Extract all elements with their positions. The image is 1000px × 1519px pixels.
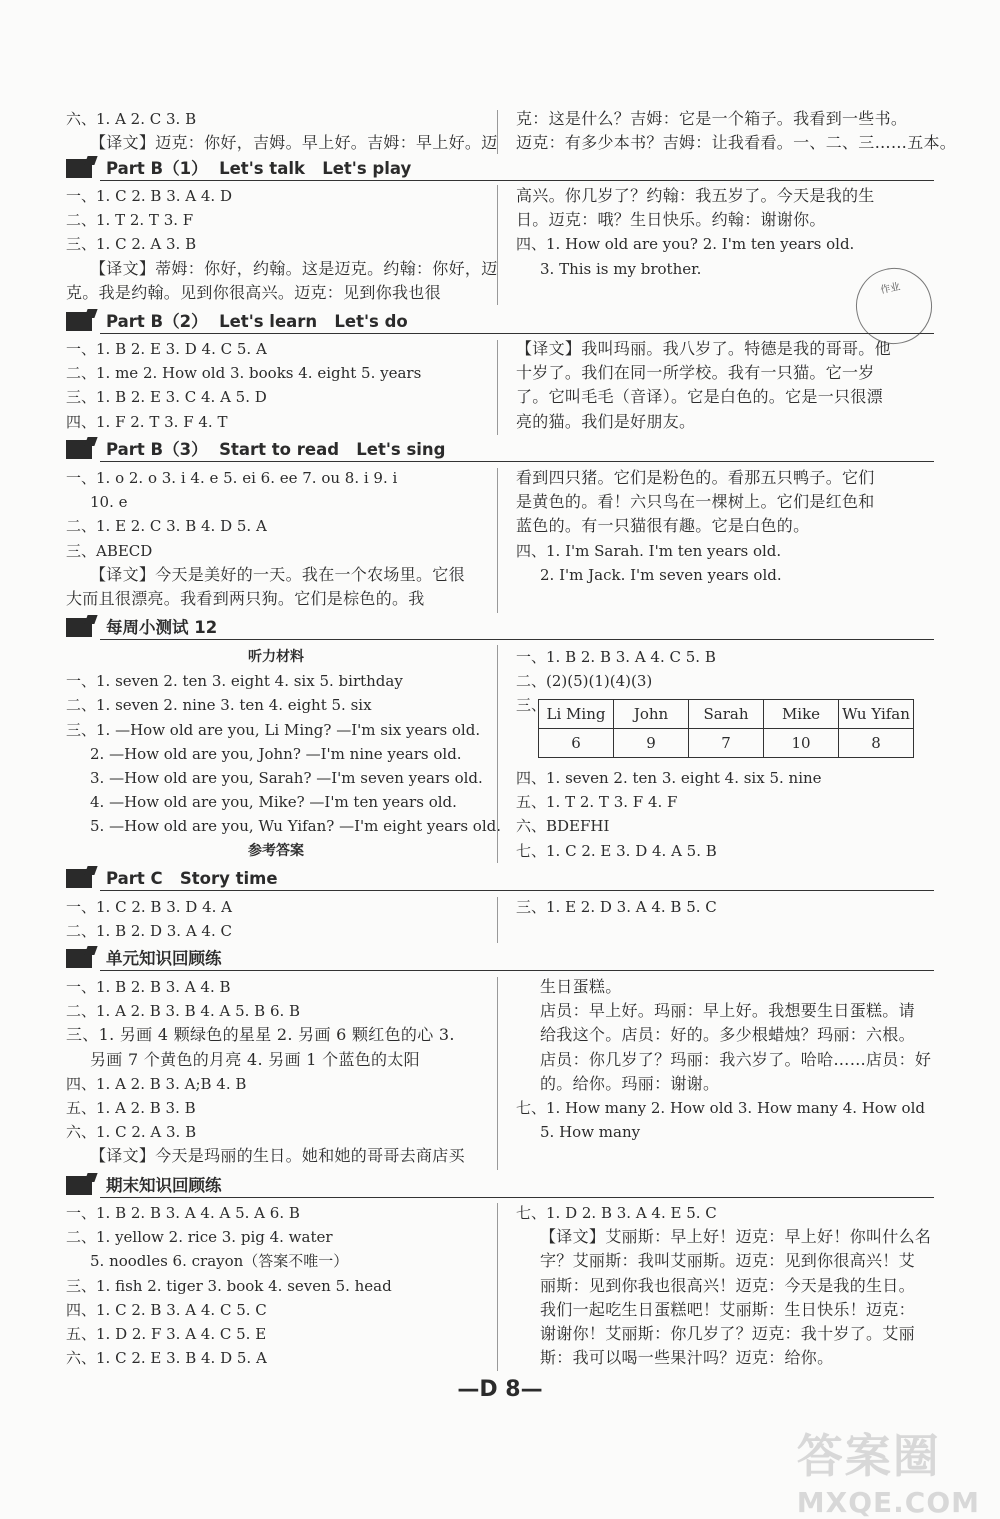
translation-line: 蓝色的。有一只猫很有趣。它是白色的。: [516, 516, 810, 536]
answer-line: 六、1. C 2. E 3. B 4. D 5. A: [66, 1349, 267, 1368]
s0-right: [516, 107, 957, 155]
answer-line: 2. I'm Jack. I'm seven years old.: [540, 565, 782, 584]
s1-left: [66, 184, 498, 305]
section-header-part-b-2: [66, 310, 934, 334]
section-title: Part B（1） Let's talk Let's play: [106, 159, 412, 178]
answer-line: 5. noodles 6. crayon（答案不唯一）: [90, 1252, 349, 1271]
section-title: Part C Story time: [106, 869, 278, 888]
section-title: 单元知识回顾练: [106, 949, 222, 968]
answer-line: 三、1. fish 2. tiger 3. book 4. seven 5. head: [66, 1276, 392, 1295]
answer-line: 三、1. 另画 4 颗绿色的星星 2. 另画 6 颗红色的心 3.: [66, 1025, 455, 1045]
answer-line: 一、1. B 2. E 3. D 4. C 5. A: [66, 340, 267, 358]
column-divider: [497, 468, 498, 613]
section-header-final-review: [66, 1174, 934, 1198]
table-cell: Mike: [764, 700, 839, 729]
answer-line: 六、BDEFHI: [516, 817, 610, 836]
answer-line: 二、1. A 2. B 3. B 4. A 5. B 6. B: [66, 1002, 301, 1021]
translation-line: 谢谢你！艾丽斯：你几岁了？迈克：我十岁了。艾丽: [540, 1324, 915, 1344]
answer-line: 一、1. C 2. B 3. A 4. D: [66, 187, 232, 205]
answer-line: 七、1. D 2. B 3. A 4. E 5. C: [516, 1204, 717, 1222]
translation-line: 店员：你几岁了？玛丽：我六岁了。哈哈……店员：好: [540, 1049, 932, 1069]
translation-line: 【译文】迈克：你好，吉姆。早上好。吉姆：早上好。迈: [90, 133, 498, 153]
translation-line: 克：这是什么？吉姆：它是一个箱子。我看到一些书。: [516, 109, 908, 128]
table-cell: 10: [764, 729, 839, 758]
answer-line: 七、1. C 2. E 3. D 4. A 5. B: [516, 841, 717, 860]
answer-line: 六、1. C 2. A 3. B: [66, 1123, 197, 1142]
translation-line: 看到四只猪。它们是粉色的。看那五只鸭子。它们: [516, 468, 875, 487]
homework-stamp: 作业: [849, 261, 939, 351]
s5-left: [66, 895, 486, 943]
translation-line: 亮的猫。我们是好朋友。: [516, 411, 696, 431]
answer-line: 四、1. A 2. B 3. A;B 4. B: [66, 1074, 247, 1093]
column-divider: [497, 977, 498, 1170]
section-header-weekly-test: [66, 616, 934, 640]
answer-line: 三、1. E 2. D 3. A 4. B 5. C: [516, 898, 717, 916]
watermark: [797, 1420, 980, 1519]
section-title: Part B（2） Let's learn Let's do: [106, 312, 408, 331]
section-marker-icon: [66, 1176, 92, 1195]
answer-line: 四、1. seven 2. ten 3. eight 4. six 5. nine: [516, 769, 822, 787]
s6-right: [516, 975, 940, 1144]
answer-line: 三、: [516, 696, 547, 715]
table-cell: 6: [539, 729, 614, 758]
answer-line: 一、1. seven 2. ten 3. eight 4. six 5. birthday: [66, 672, 403, 691]
section-marker-icon: [66, 440, 92, 459]
section-header-part-c: [66, 867, 934, 891]
answer-line: 10. e: [90, 493, 128, 512]
answer-line: 二、1. me 2. How old 3. books 4. eight 5. years: [66, 364, 422, 383]
section-marker-icon: [66, 159, 92, 178]
translation-line: 【译文】艾丽斯：早上好！迈克：早上好！你叫什么名: [540, 1227, 932, 1247]
translation-line: 我们一起吃生日蛋糕吧！艾丽斯：生日快乐！迈克：: [540, 1299, 915, 1319]
answer-line: 2. —How old are you, John? —I'm nine years old.: [90, 744, 462, 763]
answer-line: 三、1. C 2. A 3. B: [66, 235, 197, 254]
answer-line: 四、1. I'm Sarah. I'm ten years old.: [516, 541, 782, 560]
table-cell: Sarah: [689, 700, 764, 729]
table-cell: John: [614, 700, 689, 729]
translation-line: 【译文】蒂姆：你好，约翰。这是迈克。约翰：你好，迈: [90, 258, 498, 278]
column-divider: [497, 1203, 498, 1371]
answer-line: 3. —How old are you, Sarah? —I'm seven years old.: [90, 769, 483, 788]
answer-line: 五、1. A 2. B 3. B: [66, 1099, 196, 1118]
answer-line: 3. This is my brother.: [540, 259, 702, 278]
section-marker-icon: [66, 949, 92, 968]
translation-line: 是黄色的。看！六只鸟在一棵树上。它们是红色和: [516, 492, 875, 512]
answer-line: 二、1. yellow 2. rice 3. pig 4. water: [66, 1228, 333, 1247]
s0-left: [66, 107, 498, 155]
answer-line: 5. How many: [540, 1123, 641, 1142]
answer-line: 二、(2)(5)(1)(4)(3): [516, 672, 653, 691]
s7-right: [516, 1201, 940, 1370]
answer-line: 一、1. B 2. B 3. A 4. C 5. B: [516, 648, 716, 666]
table-cell: Wu Yifan: [839, 700, 914, 729]
answer-line: 一、1. B 2. B 3. A 4. B: [66, 978, 231, 996]
table-row: [539, 700, 914, 729]
s2-right: [516, 337, 940, 434]
column-divider: [497, 897, 498, 943]
s7-left: [66, 1201, 486, 1370]
table-cell: Li Ming: [539, 700, 614, 729]
answer-line: 六、1. A 2. C 3. B: [66, 110, 197, 128]
s3-left: [66, 466, 486, 611]
answer-line: 四、1. How old are you? 2. I'm ten years old.: [516, 235, 855, 254]
table-cell: 9: [614, 729, 689, 758]
table-cell: 7: [689, 729, 764, 758]
watermark-url: MXQE.COM: [796, 1486, 980, 1519]
section-header-part-b-1: [66, 157, 934, 181]
translation-line: 十岁了。我们在同一所学校。我有一只猫。它一岁: [516, 363, 875, 383]
section-marker-icon: [66, 869, 92, 888]
column-divider: [497, 110, 498, 154]
table-row: [539, 729, 914, 758]
answer-line: 三、ABECD: [66, 541, 153, 560]
section-marker-icon: [66, 618, 92, 637]
answer-line: 二、1. seven 2. nine 3. ten 4. eight 5. six: [66, 696, 372, 715]
s1-right: [516, 184, 940, 281]
answer-line: 一、1. C 2. B 3. D 4. A: [66, 898, 232, 916]
answer-line: 三、1. —How old are you, Li Ming? —I'm six years old.: [66, 720, 481, 739]
translation-line: 【译文】我叫玛丽。我八岁了。特德是我的哥哥。他: [516, 339, 891, 358]
watermark-logo: 答案圈: [796, 1429, 941, 1483]
section-title: 每周小测试 12: [106, 618, 218, 637]
answer-line: 二、1. E 2. C 3. B 4. D 5. A: [66, 517, 267, 536]
s6-left: [66, 975, 486, 1169]
section-header-unit-review: [66, 947, 934, 971]
s3-right: [516, 466, 940, 587]
translation-line: 【译文】今天是美好的一天。我在一个农场里。它很: [90, 564, 465, 584]
translation-line: 生日蛋糕。: [540, 977, 622, 996]
translation-line: 了。它叫毛毛（音译）。它是白色的。它是一只很漂: [516, 387, 883, 407]
answer-line: 四、1. F 2. T 3. F 4. T: [66, 412, 228, 431]
answer-line: 四、1. C 2. B 3. A 4. C 5. C: [66, 1300, 267, 1319]
ages-table: [538, 699, 914, 758]
answer-line: 5. —How old are you, Wu Yifan? —I'm eight years old.: [90, 817, 501, 836]
page-number: —D 8—: [457, 1377, 543, 1402]
translation-line: 克。我是约翰。见到你很高兴。迈克：见到你我也很: [66, 282, 441, 302]
translation-line: 迈克：有多少本书？吉姆：让我看看。一、二、三……五本。: [516, 133, 957, 153]
column-divider: [497, 185, 498, 305]
answer-line: 另画 7 个黄色的月亮 4. 另画 1 个蓝色的太阳: [90, 1049, 420, 1069]
translation-line: 斯：我可以喝一些果汁吗？迈克：给你。: [540, 1348, 834, 1368]
section-header-part-b-3: [66, 438, 934, 462]
translation-line: 日。迈克：哦？生日快乐。约翰：谢谢你。: [516, 210, 826, 230]
translation-line: 【译文】今天是玛丽的生日。她和她的哥哥去商店买: [90, 1146, 465, 1166]
table-cell: 8: [839, 729, 914, 758]
s4-right-bottom: [516, 766, 940, 863]
answer-line: 七、1. How many 2. How old 3. How many 4. How old: [516, 1099, 925, 1118]
s5-right: [516, 895, 940, 919]
answer-line: 一、1. o 2. o 3. i 4. e 5. ei 6. ee 7. ou 8. i 9. i: [66, 469, 398, 487]
translation-line: 的。给你。玛丽：谢谢。: [540, 1073, 720, 1093]
translation-line: 丽斯：见到你我也很高兴！迈克：今天是我的生日。: [540, 1275, 915, 1295]
translation-line: 高兴。你几岁了？约翰：我五岁了。今天是我的生: [516, 186, 875, 205]
translation-line: 给我这个。店员：好的。多少根蜡烛？玛丽：六根。: [540, 1025, 915, 1045]
answer-line: 五、1. T 2. T 3. F 4. F: [516, 793, 678, 812]
answer-line: 一、1. B 2. B 3. A 4. A 5. A 6. B: [66, 1204, 300, 1222]
section-marker-icon: [66, 312, 92, 331]
answer-line: 五、1. D 2. F 3. A 4. C 5. E: [66, 1325, 267, 1344]
translation-line: 店员：早上好。玛丽：早上好。我想要生日蛋糕。请: [540, 1001, 915, 1021]
answer-line: 二、1. B 2. D 3. A 4. C: [66, 922, 232, 941]
answer-line: 二、1. T 2. T 3. F: [66, 211, 194, 230]
reference-answer-title: 参考答案: [248, 842, 304, 859]
column-divider: [497, 645, 498, 863]
section-title: 期末知识回顾练: [106, 1176, 222, 1195]
answer-line: 4. —How old are you, Mike? —I'm ten years old.: [90, 793, 457, 812]
listening-material-title: 听力材料: [248, 649, 304, 665]
section-title: Part B（3） Start to read Let's sing: [106, 440, 446, 459]
s4-left: [66, 645, 501, 863]
s2-left: [66, 337, 486, 434]
column-divider: [497, 340, 498, 435]
translation-line: 字？艾丽斯：我叫艾丽斯。迈克：见到你很高兴！艾: [540, 1251, 915, 1271]
answer-line: 三、1. B 2. E 3. C 4. A 5. D: [66, 388, 267, 407]
translation-line: 大而且很漂亮。我看到两只狗。它们是棕色的。我: [66, 589, 425, 609]
